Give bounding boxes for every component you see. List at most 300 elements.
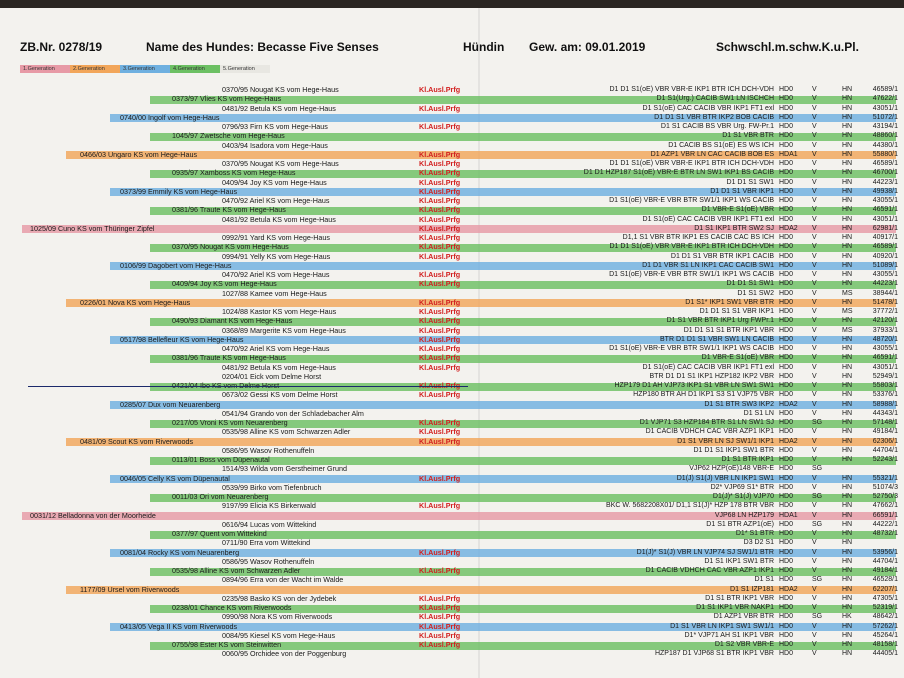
hn-value: HN — [842, 372, 853, 380]
titles-text: D1 S1(Urg.) CACIB SW1 LN ISCHCH — [656, 95, 774, 103]
rating-value: V — [812, 113, 817, 121]
register-number: 37933/1 — [872, 326, 898, 334]
exam-label: Kl.Ausl.Prfg — [419, 427, 461, 437]
hn-value: HN — [842, 243, 853, 251]
ancestor-name: 0673/02 Gessi KS vom Delme Horst — [222, 390, 338, 400]
rating-value: V — [812, 372, 817, 380]
register-number: 48732/1 — [872, 530, 898, 537]
register-number: 43055/1 — [872, 345, 898, 352]
hd-value: HD0 — [779, 308, 794, 315]
hd-value: HD0 — [779, 271, 794, 278]
register-number: 44223/1 — [872, 178, 898, 186]
rating-value: V — [812, 169, 817, 177]
legend-gen-1: 1.Generation — [20, 65, 70, 73]
hn-value: HN — [842, 446, 853, 454]
exam-label: Kl.Ausl.Prfg — [419, 418, 461, 427]
register-number: 66591/1 — [872, 511, 898, 519]
ancestor-name: 0217/05 Vroni KS vom Neuarenberg — [172, 418, 288, 427]
exam-label: Kl.Ausl.Prfg — [419, 159, 461, 168]
hd-value: HD0 — [779, 465, 794, 473]
hn-value: HN — [842, 234, 853, 241]
register-number: 38944/1 — [872, 289, 898, 297]
hn-value: HN — [842, 474, 853, 482]
exam-label: Kl.Ausl.Prfg — [419, 334, 461, 344]
register-number: 47622/1 — [872, 95, 898, 103]
hd-value: HD0 — [779, 419, 794, 426]
ancestor-name: 9197/99 Elicia KS Birkenwald — [222, 501, 316, 511]
exam-label: Kl.Ausl.Prfg — [419, 621, 461, 631]
hd-value: HD0 — [779, 243, 794, 251]
titles-text: D1 D1 S1 SW1 — [726, 178, 774, 186]
hn-value: HN — [842, 502, 853, 510]
hn-value: HN — [842, 271, 853, 278]
titles-text: D1 D1 S1 IKP1 SW1 BTR — [693, 446, 774, 454]
register-number: 49938/1 — [872, 187, 898, 195]
titles-text: D1 S1 — [754, 576, 774, 584]
titles-text: D1* VJP71 AH S1 IKP1 VBR — [684, 631, 774, 639]
titles-text: D1 S1 VBR BTR IKP1 Urg FWPr.1 — [666, 317, 774, 325]
hn-value: HN — [842, 169, 853, 177]
register-number: 51089/1 — [872, 261, 898, 269]
hd-value: HD0 — [779, 298, 794, 306]
rating-value: V — [812, 132, 817, 140]
hn-value: HN — [842, 409, 853, 417]
hd-value: HD0 — [779, 493, 794, 500]
rating-value: V — [812, 215, 817, 223]
hd-value: HD0 — [779, 354, 794, 362]
register-number: 57148/1 — [872, 419, 898, 426]
hn-value: HN — [842, 86, 853, 93]
exam-label: Kl.Ausl.Prfg — [419, 122, 461, 131]
exam-label: Kl.Ausl.Prfg — [419, 603, 461, 612]
register-number: 52243/1 — [872, 456, 898, 463]
exam-label: Kl.Ausl.Prfg — [419, 344, 461, 353]
rating-value: SG — [812, 520, 823, 528]
exam-label: Kl.Ausl.Prfg — [419, 270, 461, 279]
titles-text: D1 D1 S1 S1 BTR IKP1 VBR — [683, 326, 774, 334]
hn-value: HK — [842, 613, 852, 621]
ancestor-name: 0413/05 Vega II KS vom Riverwoods — [120, 621, 238, 631]
hn-value: HN — [842, 132, 853, 140]
ancestor-name: 0031/12 Belladonna von der Moorheide — [30, 510, 156, 520]
hd-value: HD0 — [779, 409, 794, 417]
rating-value: SG — [812, 419, 823, 426]
titles-text: D1 CACIB VDHCH CAC VBR AZP1 IKP1 — [645, 567, 774, 574]
register-number: 43051/1 — [872, 104, 898, 112]
exam-label: Kl.Ausl.Prfg — [419, 205, 461, 215]
titles-text: D1 S1(oE) CAC CACIB VBR IKP1 FT1 exl — [642, 363, 774, 371]
titles-text: D1 CACIB BS S1(oE) ES WS ICH — [668, 141, 774, 149]
ancestor-name: 0481/92 Betula KS vom Hege-Haus — [222, 362, 336, 372]
hd-value: HD0 — [779, 428, 794, 436]
rating-value: V — [812, 557, 817, 565]
hd-value: HD0 — [779, 335, 794, 343]
rating-value: V — [812, 187, 817, 195]
hd-value: HD0 — [779, 345, 794, 352]
exam-label: Kl.Ausl.Prfg — [419, 362, 461, 372]
hd-value: HD0 — [779, 86, 794, 93]
ancestor-name: 0740/00 Ingolf vom Hege-Haus — [120, 112, 220, 122]
hd-value: HD0 — [779, 197, 794, 204]
hn-value: HN — [842, 548, 853, 556]
rating-value: V — [812, 86, 817, 93]
register-number: 42120/1 — [872, 317, 898, 325]
titles-text: D1 S1 CACIB BS VBR Urg. FW-Pr.1 — [660, 123, 774, 130]
ancestor-name: 0470/92 Ariel KS vom Hege-Haus — [222, 196, 330, 205]
exam-label: Kl.Ausl.Prfg — [419, 223, 461, 233]
hn-value: HN — [842, 520, 853, 528]
ancestor-name: 0403/94 Isadora vom Hege-Haus — [222, 140, 328, 150]
rating-value: V — [812, 289, 817, 297]
ancestor-name: 0535/98 Alline KS vom Schwarzen Adler — [172, 566, 301, 575]
exam-label: Kl.Ausl.Prfg — [419, 547, 461, 557]
rating-value: SG — [812, 576, 823, 584]
register-number: 51478/1 — [872, 298, 898, 306]
hd-value: HD0 — [779, 650, 794, 658]
hd-value: HD0 — [779, 520, 794, 528]
ancestor-name: 0204/01 Eick vom Delme Horst — [222, 371, 322, 381]
titles-text: D1* S1 BTR — [735, 530, 774, 537]
ancestor-name: 0711/90 Erra vom Wittekind — [222, 538, 311, 548]
exam-label: Kl.Ausl.Prfg — [419, 436, 461, 446]
register-number: 44380/1 — [872, 141, 898, 149]
hn-value: HN — [842, 224, 853, 232]
register-number: 53956/1 — [872, 548, 898, 556]
exam-label: Kl.Ausl.Prfg — [419, 593, 461, 603]
rating-value: V — [812, 428, 817, 436]
exam-label: Kl.Ausl.Prfg — [419, 85, 461, 94]
rating-value: V — [812, 400, 817, 408]
ancestor-name: 1025/09 Cuno KS vom Thüringer Zipfel — [30, 223, 155, 233]
rating-value: V — [812, 650, 817, 658]
ancestor-name: 1177/09 Ursel vom Riverwoods — [80, 584, 180, 594]
hn-value: HN — [842, 493, 853, 500]
register-number: 46591/1 — [872, 206, 898, 214]
hn-value: HN — [842, 567, 853, 574]
hn-value: HN — [842, 456, 853, 463]
hn-value: HN — [842, 428, 853, 436]
hn-value: HN — [842, 252, 853, 260]
hd-value: HD0 — [779, 104, 794, 112]
register-number: 49184/1 — [872, 428, 898, 436]
hd-value: HDA1 — [779, 150, 798, 158]
dog-name: Name des Hundes: Becasse Five Senses — [146, 40, 379, 54]
ancestor-name: 0060/95 Orchidee von der Poggenburg — [222, 649, 347, 659]
hn-value: HN — [842, 594, 853, 602]
hd-value: HD0 — [779, 456, 794, 463]
titles-text: D1 VBR-E S1(oE) VBR — [701, 206, 774, 214]
hn-value: HN — [842, 261, 853, 269]
hn-value: HN — [842, 335, 853, 343]
rating-value: V — [812, 298, 817, 306]
hn-value: MS — [842, 289, 853, 297]
register-number: 62981/1 — [872, 224, 898, 232]
ancestor-name: 0616/94 Lucas vom Wittekind — [222, 519, 317, 529]
exam-label: Kl.Ausl.Prfg — [419, 233, 461, 242]
pedigree-table — [0, 86, 904, 660]
hd-value: HD0 — [779, 252, 794, 260]
exam-label: Kl.Ausl.Prfg — [419, 103, 461, 113]
ancestor-name: 0381/96 Traute KS vom Hege-Haus — [172, 353, 286, 363]
hn-value: HN — [842, 585, 853, 593]
hd-value: HD0 — [779, 317, 794, 325]
exam-label: Kl.Ausl.Prfg — [419, 630, 461, 640]
ancestor-name: 0409/94 Joy KS vom Hege-Haus — [172, 279, 277, 289]
hn-value: HN — [842, 641, 853, 648]
hn-value: HN — [842, 113, 853, 121]
titles-text: D1 D1 S1 VBR BTR IKP1 CACIB — [670, 252, 774, 260]
ancestor-name: 0226/01 Nova KS vom Hege-Haus — [80, 297, 191, 307]
ancestor-name: 0470/92 Ariel KS vom Hege-Haus — [222, 270, 330, 279]
hd-value: HDA2 — [779, 437, 798, 445]
register-number: 46589/1 — [872, 86, 898, 93]
hd-value: HDA2 — [779, 400, 798, 408]
ancestor-name: 0106/99 Dagobert vom Hege-Haus — [120, 260, 232, 270]
rating-value: V — [812, 317, 817, 325]
exam-label: Kl.Ausl.Prfg — [419, 353, 461, 363]
hn-value: HN — [842, 511, 853, 519]
rating-value: V — [812, 446, 817, 454]
hn-value: HN — [842, 483, 853, 491]
rating-value: V — [812, 585, 817, 593]
ancestor-name: 0285/07 Dux vom Neuarenberg — [120, 399, 221, 409]
hn-value: HN — [842, 206, 853, 214]
hn-value: HN — [842, 95, 853, 103]
titles-text: D1 S1 LN — [743, 409, 774, 417]
hd-value: HD0 — [779, 363, 794, 371]
register-number: 43051/1 — [872, 363, 898, 371]
rating-value: V — [812, 363, 817, 371]
exam-label: Kl.Ausl.Prfg — [419, 242, 461, 252]
hn-value: HN — [842, 141, 853, 149]
hd-value: HD0 — [779, 141, 794, 149]
titles-text: D1,1 S1 VBR BTR IKP1 ES CACIB CAC BS ICH — [622, 234, 774, 241]
register-number: 62207/1 — [872, 585, 898, 593]
rating-value: V — [812, 622, 817, 630]
ancestor-name: 1027/88 Kamee vom Hege-Haus — [222, 288, 327, 298]
titles-text: D1 S1 IKP1 SW1 BTR — [704, 557, 774, 565]
rating-value: V — [812, 252, 817, 260]
hd-value: HD0 — [779, 622, 794, 630]
titles-text: HZP187 D1 VJP68 S1 BTR IKP1 VBR — [654, 650, 774, 658]
rating-value: V — [812, 308, 817, 315]
exam-label: Kl.Ausl.Prfg — [419, 501, 461, 511]
rating-value: V — [812, 224, 817, 232]
ancestor-name: 0377/97 Quent vom Wittekind — [172, 529, 267, 538]
rating-value: V — [812, 382, 817, 389]
rating-value: V — [812, 243, 817, 251]
hn-value: HN — [842, 215, 853, 223]
titles-text: D1(J)* S1(J) VJP70 — [712, 493, 774, 500]
register-number: 43055/1 — [872, 271, 898, 278]
register-number: 53376/1 — [872, 391, 898, 399]
rating-value: V — [812, 261, 817, 269]
hd-value: HD0 — [779, 641, 794, 648]
titles-text: D1 S1(oE) CAC CACIB VBR IKP1 FT1 exl — [642, 215, 774, 223]
ancestor-name: 1514/93 Wilda vom Gerstheimer Grund — [222, 464, 348, 474]
register-number: 40917/1 — [872, 234, 898, 241]
ancestor-name: 0481/92 Betula KS vom Hege-Haus — [222, 103, 336, 113]
exam-label: Kl.Ausl.Prfg — [419, 640, 461, 649]
hn-value: HN — [842, 178, 853, 186]
rating-value: V — [812, 280, 817, 288]
register-number: 44343/1 — [872, 409, 898, 417]
rating-value: V — [812, 631, 817, 639]
register-number: 49184/1 — [872, 567, 898, 574]
hd-value: HD0 — [779, 234, 794, 241]
hd-value: HDA2 — [779, 585, 798, 593]
rating-value: V — [812, 104, 817, 112]
titles-text: D1 D1 S1(oE) VBR VBR-E IKP1 BTR ICH DCH-VDH — [609, 160, 774, 167]
register-number: 51074/3 — [872, 483, 898, 491]
hd-value: HD0 — [779, 289, 794, 297]
hn-value: HN — [842, 280, 853, 288]
register-number: 43055/1 — [872, 197, 898, 204]
rating-value: V — [812, 437, 817, 445]
titles-text: D1 D1 S1 SW1 — [726, 280, 774, 288]
register-number: 44704/1 — [872, 446, 898, 454]
hn-value: HN — [842, 400, 853, 408]
hd-value: HD0 — [779, 372, 794, 380]
hd-value: HD0 — [779, 530, 794, 537]
ancestor-name: 0466/03 Ungaro KS vom Hege-Haus — [80, 149, 198, 159]
titles-text: D1 VJP71 S3 HZP184 BTR S1 LN SW1 SJ — [639, 419, 774, 426]
titles-text: D1 D1 S1 S1 VBR IKP1 — [699, 308, 774, 315]
exam-label: Kl.Ausl.Prfg — [419, 316, 461, 326]
hd-value: HD0 — [779, 474, 794, 482]
register-number: 46589/1 — [872, 243, 898, 251]
rating-value: V — [812, 456, 817, 463]
legend-gen-4: 4.Generation — [170, 65, 220, 73]
ancestor-name: 0517/98 Bellefleur KS vom Hege-Haus — [120, 334, 244, 344]
rating-value: V — [812, 234, 817, 241]
rating-value: V — [812, 345, 817, 352]
titles-text: D1 D1 HZP187 S1(oE) VBR-E BTR LN SW1 IKP1 BS CACIB — [583, 169, 774, 177]
exam-label: Kl.Ausl.Prfg — [419, 279, 461, 289]
rating-value: V — [812, 160, 817, 167]
hn-value: HN — [842, 576, 853, 584]
rating-value: V — [812, 197, 817, 204]
register-number: 44704/1 — [872, 557, 898, 565]
titles-text: D1 S1 BTR AZP1(oE) — [706, 520, 774, 528]
hd-value: HD0 — [779, 132, 794, 140]
ancestor-name: 0992/91 Yard KS vom Hege-Haus — [222, 233, 331, 242]
hd-value: HD0 — [779, 215, 794, 223]
hn-value: HN — [842, 345, 853, 352]
hd-value: HD0 — [779, 280, 794, 288]
titles-text: D1 S1 VBR BTR — [722, 132, 774, 140]
hn-value: HN — [842, 317, 853, 325]
rating-value: V — [812, 391, 817, 399]
zb-number: ZB.Nr. 0278/19 — [20, 40, 103, 54]
register-number: 55880/1 — [872, 150, 898, 158]
ancestor-name: 0539/99 Birko vom Tiefenbruch — [222, 482, 322, 492]
titles-text: D1 D1 S1(oE) VBR VBR-E IKP1 BTR ICH DCH-VDH — [609, 243, 774, 251]
rating-value: V — [812, 604, 817, 611]
titles-text: D1 S1(oE) VBR-E VBR BTR SW1/1 IKP1 WS CACIB — [609, 345, 774, 352]
register-number: 48860/1 — [872, 132, 898, 140]
register-number: 62306/1 — [872, 437, 898, 445]
exam-label: Kl.Ausl.Prfg — [419, 168, 461, 178]
titles-text: D1 S1 VBR LN SJ SW1/1 IKP1 — [677, 437, 774, 445]
ancestor-name: 0994/91 Yelly KS vom Hege-Haus — [222, 251, 331, 261]
hn-value: HN — [842, 650, 853, 658]
titles-text: D1 D1 S1 VBR IKP1 — [710, 187, 774, 195]
ancestor-name: 0481/92 Betula KS vom Hege-Haus — [222, 214, 336, 224]
titles-text: BKC W. 5682208X01/ D1,1 S1(J)* HZP 178 BTR VBR — [606, 502, 774, 510]
ancestor-name: 0235/98 Basko KS von der Jydebek — [222, 593, 337, 603]
hd-value: HD0 — [779, 594, 794, 602]
birth-date: Gew. am: 09.01.2019 — [529, 40, 646, 54]
exam-label: Kl.Ausl.Prfg — [419, 149, 461, 159]
titles-text: D1 CACIB VDHCH CAC VBR AZP1 IKP1 — [645, 428, 774, 436]
titles-text: VJP68 LN HZP179 — [714, 511, 774, 519]
rating-value: V — [812, 354, 817, 362]
titles-text: VJP62 HZP(oE)148 VBR-E — [689, 465, 774, 473]
register-number: 43051/1 — [872, 215, 898, 223]
rating-value: V — [812, 271, 817, 278]
titles-text: D1 S1 IKP1 BTR SW2 SJ — [694, 224, 774, 232]
hd-value: HD0 — [779, 169, 794, 177]
hd-value: HD0 — [779, 261, 794, 269]
rating-value: V — [812, 178, 817, 186]
titles-text: D1(J)* S1(J) VBR LN VJP74 SJ SW1/1 BTR — [636, 548, 774, 556]
titles-text: D1 S1 SW2 — [737, 289, 774, 297]
ancestor-name: 0370/95 Nougat KS vom Hege-Haus — [222, 159, 339, 168]
hd-value: HD0 — [779, 576, 794, 584]
legend-gen-5: 5.Generation — [220, 65, 270, 73]
rating-value: V — [812, 95, 817, 103]
exam-label: Kl.Ausl.Prfg — [419, 473, 461, 483]
exam-label: Kl.Ausl.Prfg — [419, 390, 461, 400]
register-number: 46528/1 — [872, 576, 898, 584]
hn-value: HN — [842, 363, 853, 371]
rating-value: V — [812, 326, 817, 334]
register-number: 51072/1 — [872, 113, 898, 121]
hd-value: HD0 — [779, 502, 794, 510]
hn-value: HN — [842, 104, 853, 112]
register-number: 45264/1 — [872, 631, 898, 639]
titles-text: D1 S1 IZP181 — [730, 585, 774, 593]
hd-value: HD0 — [779, 613, 794, 621]
hd-value: HD0 — [779, 483, 794, 491]
titles-text: D1(J) S1(J) VBR LN IKP1 SW1 — [676, 474, 774, 482]
hd-value: HD0 — [779, 95, 794, 103]
hd-value: HD0 — [779, 187, 794, 195]
register-number: 46700/1 — [872, 169, 898, 177]
register-number: 57262/1 — [872, 622, 898, 630]
ancestor-name: 0373/97 Vlies KS vom Hege-Haus — [172, 94, 282, 104]
register-number: 52949/1 — [872, 372, 898, 380]
rating-value: V — [812, 511, 817, 519]
titles-text: D1 S1 IKP1 VBR NAKP1 — [696, 604, 774, 611]
exam-label: Kl.Ausl.Prfg — [419, 566, 461, 575]
titles-text: D2* VJP69 S1* BTR — [710, 483, 774, 491]
ancestor-name: 0373/99 Emmily KS vom Hege-Haus — [120, 186, 238, 196]
hn-value: HN — [842, 382, 853, 389]
hd-value: HD0 — [779, 382, 794, 389]
ancestor-name: 0490/93 Diamant KS vom Hege-Haus — [172, 316, 293, 326]
titles-text: D1 S1(oE) VBR-E VBR BTR SW1/1 IKP1 WS CACIB — [609, 271, 774, 278]
ancestor-name: 0541/94 Grando von der Schladebacher Alm — [222, 408, 364, 418]
register-number: 46589/1 — [872, 160, 898, 167]
ancestor-name: 0113/01 Boss vom Düpenautal — [172, 455, 270, 464]
ancestor-name: 1024/88 Kastor KS vom Hege-Haus — [222, 307, 337, 316]
hn-value: HN — [842, 298, 853, 306]
ancestor-name: 0409/94 Joy KS vom Hege-Haus — [222, 177, 327, 187]
hn-value: MS — [842, 308, 853, 315]
hd-value: HD0 — [779, 123, 794, 130]
